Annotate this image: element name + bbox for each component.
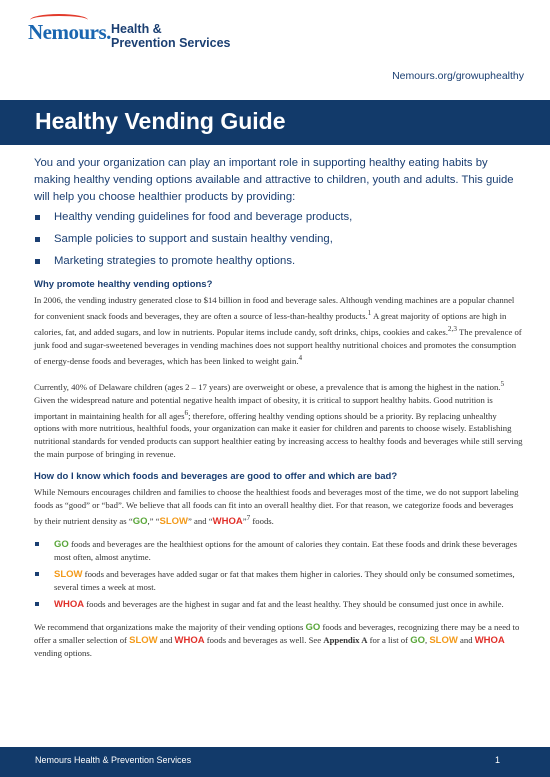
go-label: GO bbox=[54, 539, 69, 551]
page-footer bbox=[0, 747, 550, 777]
how-paragraph-1 bbox=[34, 486, 524, 528]
page-number: 1 bbox=[494, 755, 500, 765]
logo-tagline-line1: Health & bbox=[111, 22, 162, 36]
slow-label: SLOW bbox=[129, 635, 158, 647]
go-description: foods and beverages are the healthiest options for the amount of calories they contain. Eat these foods and drink these beverages most often, almost anytime. bbox=[54, 539, 518, 563]
footnote-ref: 6 bbox=[184, 408, 189, 417]
text-run: While Nemours encourages children and families to choose the healthiest foods and beverages most of the time, we do not support labeling foods as “good” or “bad”. We believe that all foods can fit into an overall healthy diet. For that reason, we categorize foods and beverages by their nutrient density as “ bbox=[34, 487, 519, 527]
intro-paragraph: You and your organization can play an important role in supporting healthy eating habits by making healthy vending options available and attractive to children, youth and adults. This guide will help you choose healthier products by providing: bbox=[34, 157, 514, 203]
logo-tagline bbox=[111, 22, 231, 50]
why-paragraph-1 bbox=[34, 294, 524, 368]
go-label: GO bbox=[132, 516, 148, 528]
text-run: In 2006, the vending industry generated close to $14 billion in food and beverage sales. Although vending machines are a popular channel for convenient snack foods and beverages, they are often a source of less-than-healthy products. bbox=[34, 295, 515, 321]
text-run: foods. bbox=[250, 516, 274, 527]
text-run: Given the widespread nature and potential negative health impact of obesity, it is critical to support healthy habits. Good nutrition is important in maintaining health for all ages bbox=[34, 394, 493, 421]
text-run: , bbox=[424, 635, 430, 646]
whoa-category-item bbox=[34, 598, 524, 611]
text-run: and bbox=[457, 635, 475, 646]
slow-label: SLOW bbox=[159, 516, 189, 528]
whoa-label: WHOA bbox=[474, 635, 505, 647]
text-run: foods and beverages, recognizing there may be a need to offer a smaller selection of bbox=[34, 622, 520, 646]
text-run: ,” “ bbox=[147, 516, 160, 527]
logo-tagline-line2: Prevention Services bbox=[111, 36, 231, 50]
site-url-link[interactable]: Nemours.org/growuphealthy bbox=[392, 70, 524, 82]
page-title: Healthy Vending Guide bbox=[35, 108, 286, 134]
footer-text: Nemours Health & Prevention Services bbox=[35, 755, 192, 765]
food-category-list bbox=[34, 538, 524, 611]
whoa-label: WHOA bbox=[174, 635, 205, 647]
why-paragraph-2 bbox=[34, 378, 524, 462]
title-band bbox=[0, 100, 550, 145]
section-heading-how: How do I know which foods and beverages are good to offer and which are bad? bbox=[34, 471, 398, 483]
slow-description: foods and beverages have added sugar or fat that makes them higher in calories. They should only be consumed sometimes, several times a week at most. bbox=[54, 569, 515, 593]
text-run: A great majority of options are high in calories, fat, and added sugars, and low in nutrients. Popular items include candy, soft drinks, chips, cookies and cakes. bbox=[34, 310, 507, 337]
text-run: ” bbox=[242, 516, 247, 527]
logo-swoosh-icon bbox=[30, 14, 88, 26]
footnote-ref: 5 bbox=[500, 379, 505, 388]
slow-label: SLOW bbox=[429, 635, 458, 647]
footnote-ref: 2,3 bbox=[447, 324, 457, 333]
appendix-reference: Appendix A bbox=[323, 635, 368, 646]
go-label: GO bbox=[410, 635, 425, 647]
intro-list-item: Marketing strategies to promote healthy options. bbox=[34, 253, 524, 270]
whoa-label: WHOA bbox=[212, 516, 243, 528]
how-paragraph-2 bbox=[34, 621, 524, 660]
text-run: Currently, 40% of Delaware children (ages 2 – 17 years) are overweight or obese, a prevalence that is among the highest in the nation. bbox=[34, 381, 501, 392]
text-run: for a list of bbox=[367, 635, 411, 646]
go-label: GO bbox=[305, 622, 321, 634]
text-run: We recommend that organizations make the majority of their vending options bbox=[34, 622, 306, 633]
intro-list-item: Healthy vending guidelines for food and beverage products, bbox=[34, 209, 524, 226]
whoa-label: WHOA bbox=[54, 599, 85, 611]
text-run: ” and “ bbox=[188, 516, 213, 527]
text-run: foods and beverages as well. See bbox=[204, 635, 324, 646]
slow-category-item bbox=[34, 568, 524, 594]
main-content bbox=[34, 155, 524, 670]
go-category-item bbox=[34, 538, 524, 564]
section-heading-why: Why promote healthy vending options? bbox=[34, 279, 213, 290]
text-run: vending options. bbox=[34, 648, 92, 659]
slow-label: SLOW bbox=[54, 569, 83, 581]
logo-text: Nemours. bbox=[28, 20, 111, 44]
whoa-description: foods and beverages are the highest in sugar and fat and the least healthy. They should be consumed just once in awhile. bbox=[84, 599, 504, 610]
logo-wordmark bbox=[28, 20, 111, 45]
text-run: The prevalence of junk food and sugar-sweetened beverages in vending machines does not support healthy nutritional choices and promotes the consumption of energy-dense foods and beverages, which has been linked to weight gain. bbox=[34, 326, 522, 366]
intro-list-item: Sample policies to support and sustain healthy vending, bbox=[34, 231, 524, 248]
footnote-ref: 7 bbox=[246, 514, 251, 523]
footnote-ref: 1 bbox=[367, 309, 372, 317]
footnote-ref: 4 bbox=[298, 353, 303, 362]
text-run: and bbox=[157, 635, 175, 646]
text-run: ; therefore, offering healthy vending options should be a priority. By replacing unhealthy options with more nutritious, healthful foods, your organization can make it easier for children and parents to choose wisely. Establishing nutritional standards for vended products can support healthier eating by increasing access to healthy foods and beverages while still serving the main purpose of bringing in revenue. bbox=[34, 410, 523, 460]
intro-list bbox=[34, 209, 524, 270]
